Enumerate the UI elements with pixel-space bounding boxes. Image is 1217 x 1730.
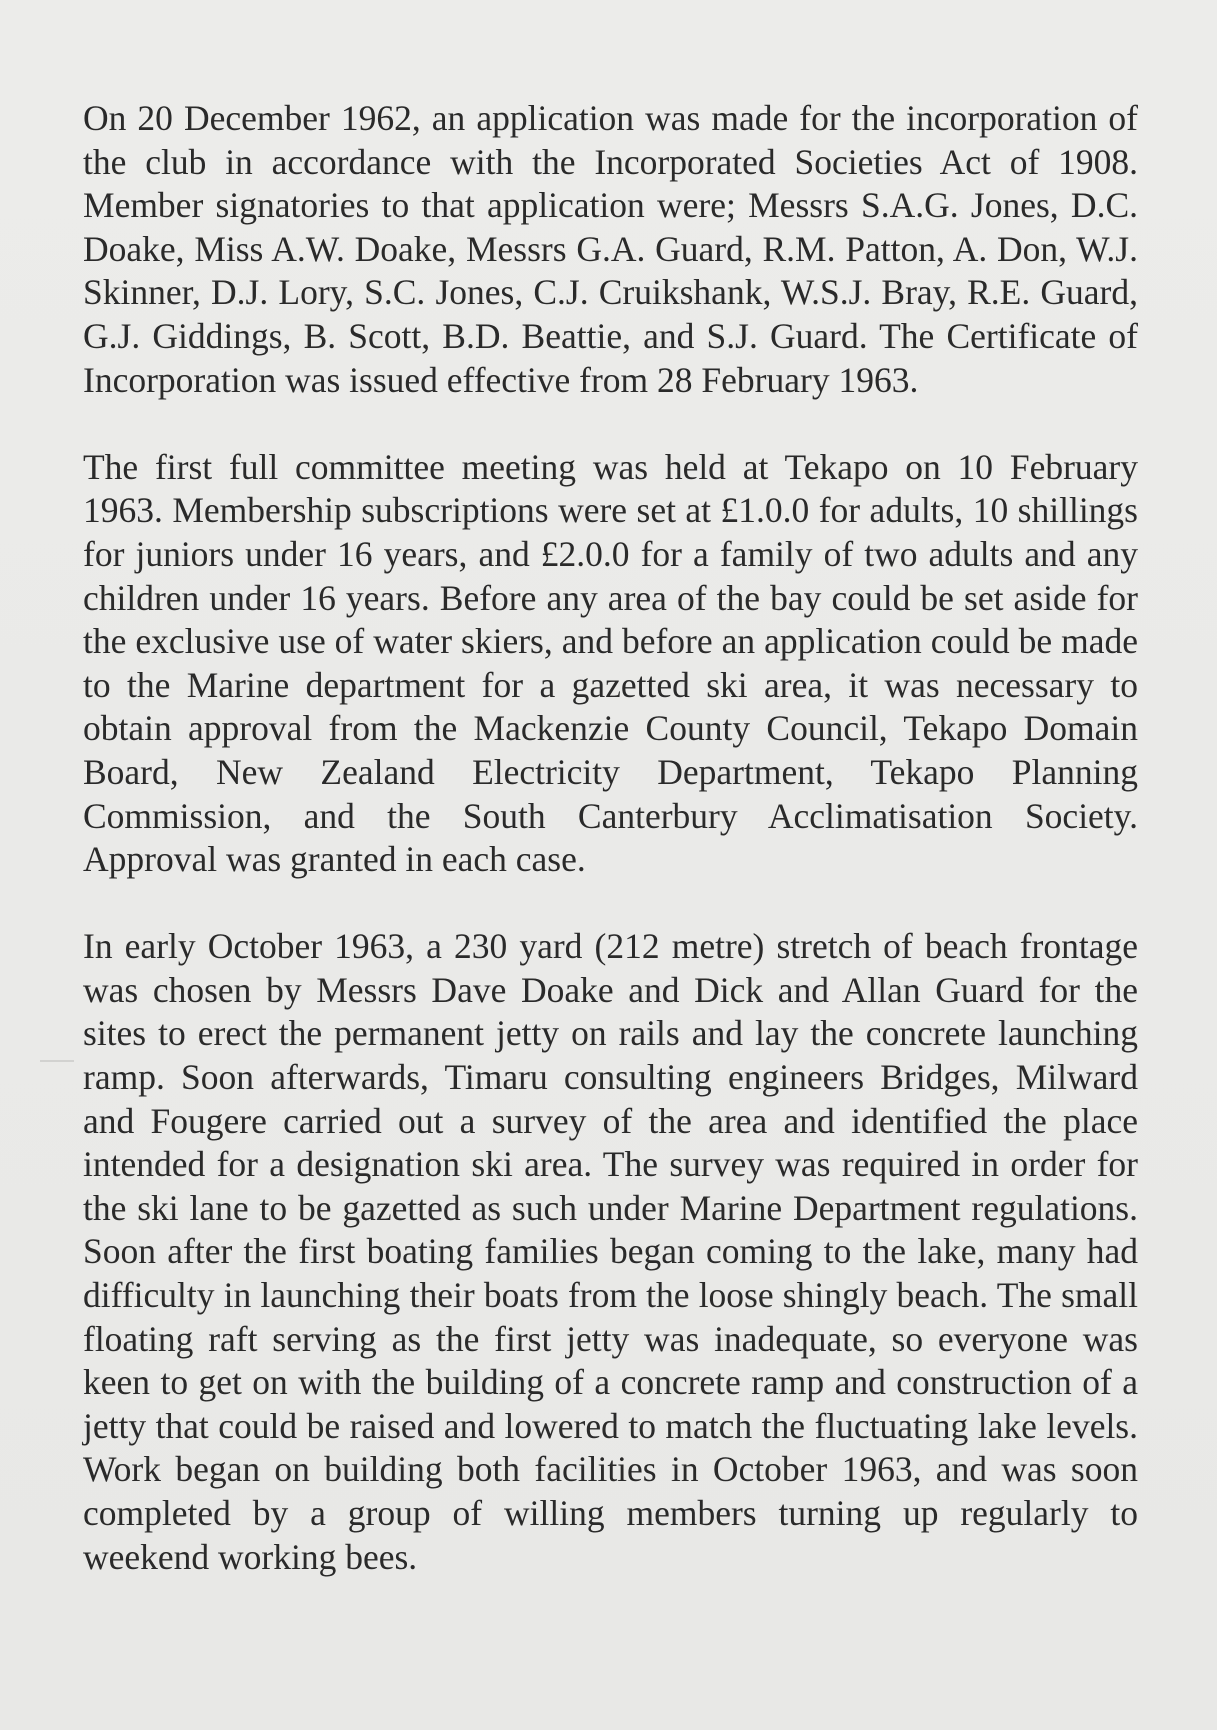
paragraph-jetty-and-ramp: In early October 1963, a 230 yard (212 metre) stretch of beach frontage was chosen by Messrs Dave Doake and Dick and Allan Guard for the sites to erect the permanent jetty on rails and lay the concrete launching ramp. Soon afterwards, Timaru consulting engineers Bridges, Milward and Fougere carried out a survey of the area and identified the place intended for a designation ski area. The survey was required in order for the ski lane to be gazetted as such under Marine Department regulations. Soon after the first boating families began coming to the lake, many had difficulty in launching their boats from the loose shingly beach. The small floating raft serving as the first jetty was inadequate, so everyone was keen to get on with the building of a concrete ramp and construction of a jetty that could be raised and lowered to match the fluctuating lake levels. Work began on building both facilities in October 1963, and was soon completed by a group of willing members turning up regularly to weekend working bees. [83, 926, 1138, 1577]
document-body [83, 97, 1138, 1579]
paragraph-first-committee-meeting: The first full committee meeting was held at Tekapo on 10 February 1963. Membership subscriptions were set at £1.0.0 for adults, 10 shillings for juniors under 16 years, and £2.0.0 for a family of two adults and any children under 16 years. Before any area of the bay could be set aside for the exclusive use of water skiers, and before an application could be made to the Marine department for a gazetted ski area, it was necessary to obtain approval from the Mackenzie County Council, Tekapo Domain Board, New Zealand Electricity Department, Tekapo Planning Commission, and the South Canterbury Acclimatisation Society. Approval was granted in each case. [83, 446, 1138, 880]
scan-artifact-mark [40, 1060, 74, 1062]
paragraph-incorporation: On 20 December 1962, an application was made for the incorporation of the club in accordance with the Incorporated Societies Act of 1908. Member signatories to that application were; Messrs S.A.G. Jones, D.C. Doake, Miss A.W. Doake, Messrs G.A. Guard, R.M. Patton, A. Don, W.J. Skinner, D.J. Lory, S.C. Jones, C.J. Cruikshank, W.S.J. Bray, R.E. Guard, G.J. Giddings, B. Scott, B.D. Beattie, and S.J. Guard. The Certificate of Incorporation was issued effective from 28 February 1963. [83, 98, 1138, 400]
